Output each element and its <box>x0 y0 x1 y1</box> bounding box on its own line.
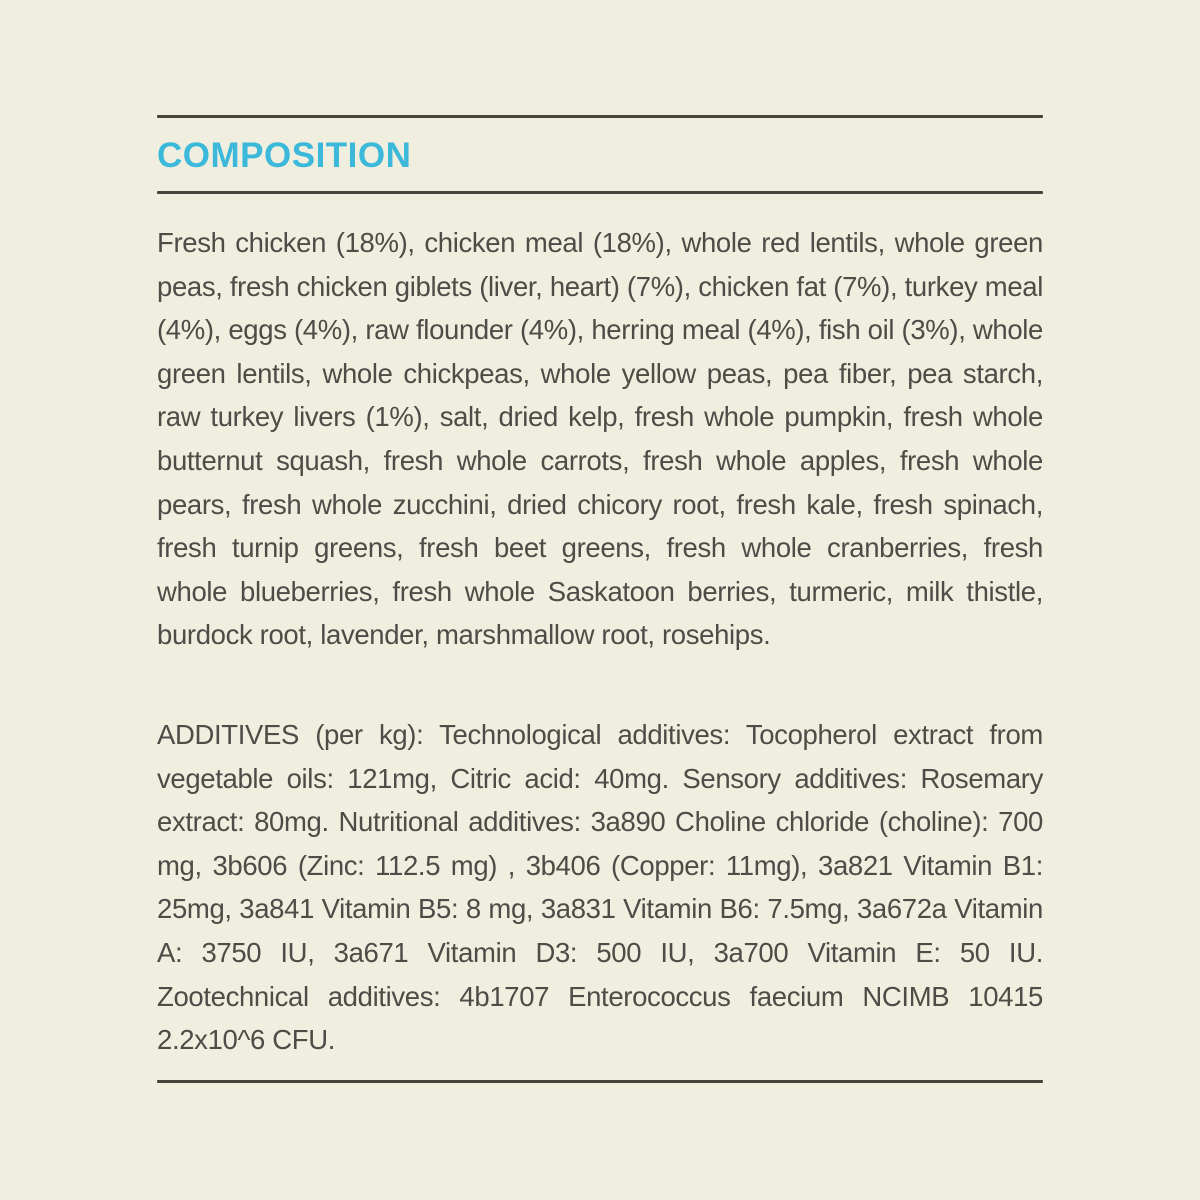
bottom-divider <box>157 1080 1043 1083</box>
title-divider <box>157 191 1043 194</box>
section-title: COMPOSITION <box>157 136 412 175</box>
top-divider <box>157 115 1043 118</box>
composition-paragraph: Fresh chicken (18%), chicken meal (18%), whole red lentils, whole green peas, fresh chicken giblets (liver, heart) (7%), chicken fat (7%), turkey meal (4%), eggs (4%), raw flounder (4%), herring meal (4%), fish oil (3%), whole green lentils, whole chickpeas, whole yellow peas, pea fiber, pea starch, raw turkey livers (1%), salt, dried kelp, fresh whole pumpkin, fresh whole butternut squash, fresh whole carrots, fresh whole apples, fresh whole pears, fresh whole zucchini, dried chicory root, fresh kale, fresh spinach, fresh turnip greens, fresh beet greens, fresh whole cranberries, fresh whole blueberries, fresh whole Saskatoon berries, turmeric, milk thistle, burdock root, lavender, marshmallow root, rosehips. <box>157 227 1043 651</box>
additives-paragraph: ADDITIVES (per kg): Technological additives: Tocopherol extract from vegetable oils: 121mg, Citric acid: 40mg. Sensory additives: Rosemary extract: 80mg. Nutritional additives: 3a890 Choline chloride (choline): 700 mg, 3b606 (Zinc: 112.5 mg) , 3b406 (Copper: 11mg), 3a821 Vitamin B1: 25mg, 3a841 Vitamin B5: 8 mg, 3a831 Vitamin B6: 7.5mg, 3a672a Vitamin A: 3750 IU, 3a671 Vitamin D3: 500 IU, 3a700 Vitamin E: 50 IU. Zootechnical additives: 4b1707 Enterococcus faecium NCIMB 10415 2.2x10^6 CFU. <box>157 719 1043 1056</box>
